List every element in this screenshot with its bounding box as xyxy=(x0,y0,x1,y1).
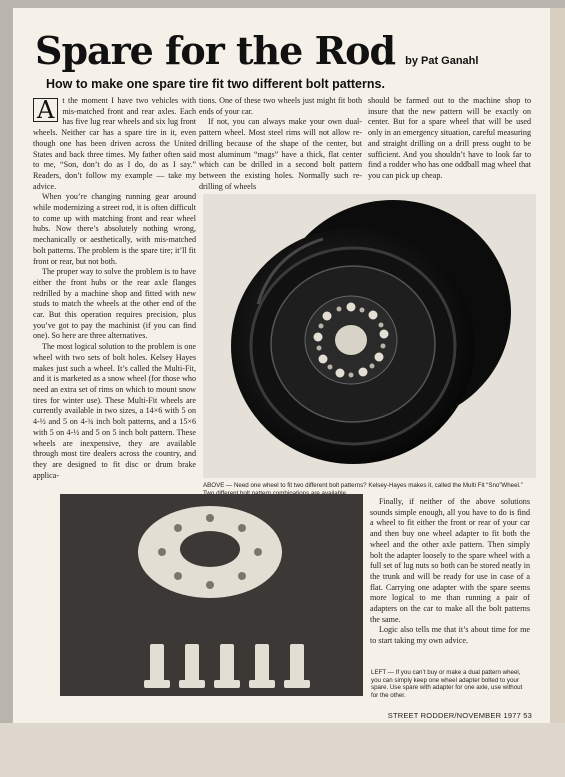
paragraph: should be farmed out to the machine shop to insure that the new pattern will be exactly on center. But for a spare wheel that will be used only in an emergency situation, careful measuring and straight drilling on a drill press ought to be sufficient. And you shouldn’t have to look far to find a rodder who has one oddball mag wheel that you can pick up cheap. xyxy=(368,96,531,180)
paragraph: When you’re changing running gear around while modernizing a street rod, it is often difficult to come up with matching front and rear wheel hubs. Now there’s absolutely nothing wrong, mechanically or aesthetically, with mis-matched bolt patterns. The problem is the spare tire; it’ll fit front or rear, but not both. xyxy=(33,192,196,266)
article-title: Spare for the Rod xyxy=(35,28,396,73)
paragraph: The most logical solution to the problem is one wheel with two sets of bolt holes. Kelsey Hayes makes just such a wheel. It’s called the Multi-Fit, and it is marketed as a snow wheel (for those who need an extra set of rims on which to mount snow tires for winter use). These Multi-Fit wheels are currently available in two sizes, a 14×6 with 5 on 4-½ and 5 on 4-¾ inch bolt patterns, and a 15×6 with 5 on 4-½ and 5 on 5 inch bolt pattern. These wheels are inexpensive, they are available through most tire dealers across the country, and they are designed to fit disc or drum brake applica- xyxy=(33,342,196,480)
photo-caption-above: ABOVE — Need one wheel to fit two different bolt patterns? Kelsey-Hayes makes it, called the Multi Fit “Sno”Wheel.” xyxy=(203,482,523,489)
paragraph: The proper way to solve the problem is to have either the front hubs or the rear axle flanges redrilled by a machine shop and fitted with new studs to match the wheels at the other end of the car. But this operation requires precision, plus you’ve got to pay the machinist (if you can find one). So here are three alternatives. xyxy=(33,267,196,341)
steel-wheel-image xyxy=(203,194,536,478)
adapter-photo xyxy=(60,494,363,696)
paragraph: Logic also tells me that it’s about time for me to start taking my own advice. xyxy=(370,625,530,646)
photo-caption-left: LEFT — If you can’t buy or make a dual pattern wheel, you can simply keep one wheel adapter bolted to your spare. Use spare with adapter for one axle, use without for the other. xyxy=(371,669,523,699)
paragraph: tions. One of these two wheels just might fit both ends of your car. xyxy=(199,96,362,116)
headline xyxy=(35,28,478,73)
article-subtitle: How to make one spare tire fit two different bolt patterns. xyxy=(46,77,385,91)
page-footer: STREET RODDER/NOVEMBER 1977 53 xyxy=(387,711,532,720)
scan-background xyxy=(0,723,565,777)
text-column-1 xyxy=(33,96,196,481)
text-column-3 xyxy=(368,96,531,182)
paragraph: Finally, if neither of the above solutions sounds simple enough, all you have to do is find a wheel to fit either the front or rear of your car and then buy one wheel adapter to fit both the wheel and the other axle pattern. Then simply bolt the adapter loosely to the spare wheel with a full set of lug nuts so both can be stored neatly in the trunk and will be ready for use in case of a flat. Carrying one adapter with the spare seems more logical to me than running a pair of adapters on the car to make all the bolt patterns the same. xyxy=(370,497,530,624)
magazine-page xyxy=(13,8,550,723)
byline: by Pat Ganahl xyxy=(405,55,479,67)
wheel-photo xyxy=(203,194,536,478)
wheel-adapter-image xyxy=(60,494,363,696)
text-column-2 xyxy=(199,96,362,192)
binding-spine xyxy=(550,8,565,768)
paragraph xyxy=(33,96,196,192)
drop-cap: A xyxy=(33,98,58,122)
paragraph-text: t the moment I have two vehicles with mis-matched front and rear axles. Each has five lug rear wheels and six lug front wheels. Neither car has a spare tire in it, even though one has been driven across the United States and back three times. My father often said to me, “Son, don’t do as I do, do as I say.” Readers, don’t follow my example — take my advice. xyxy=(33,96,196,191)
text-column-4 xyxy=(370,497,530,647)
paragraph: If not, you can always make your own dual-pattern wheel. Most steel rims will not allow re-drilling because of the shape of the center, but most aluminum “mags” have a thick, flat center which can be drilled in a second bolt pattern between the existing holes. Normally such re-drilling of wheels xyxy=(199,117,362,191)
